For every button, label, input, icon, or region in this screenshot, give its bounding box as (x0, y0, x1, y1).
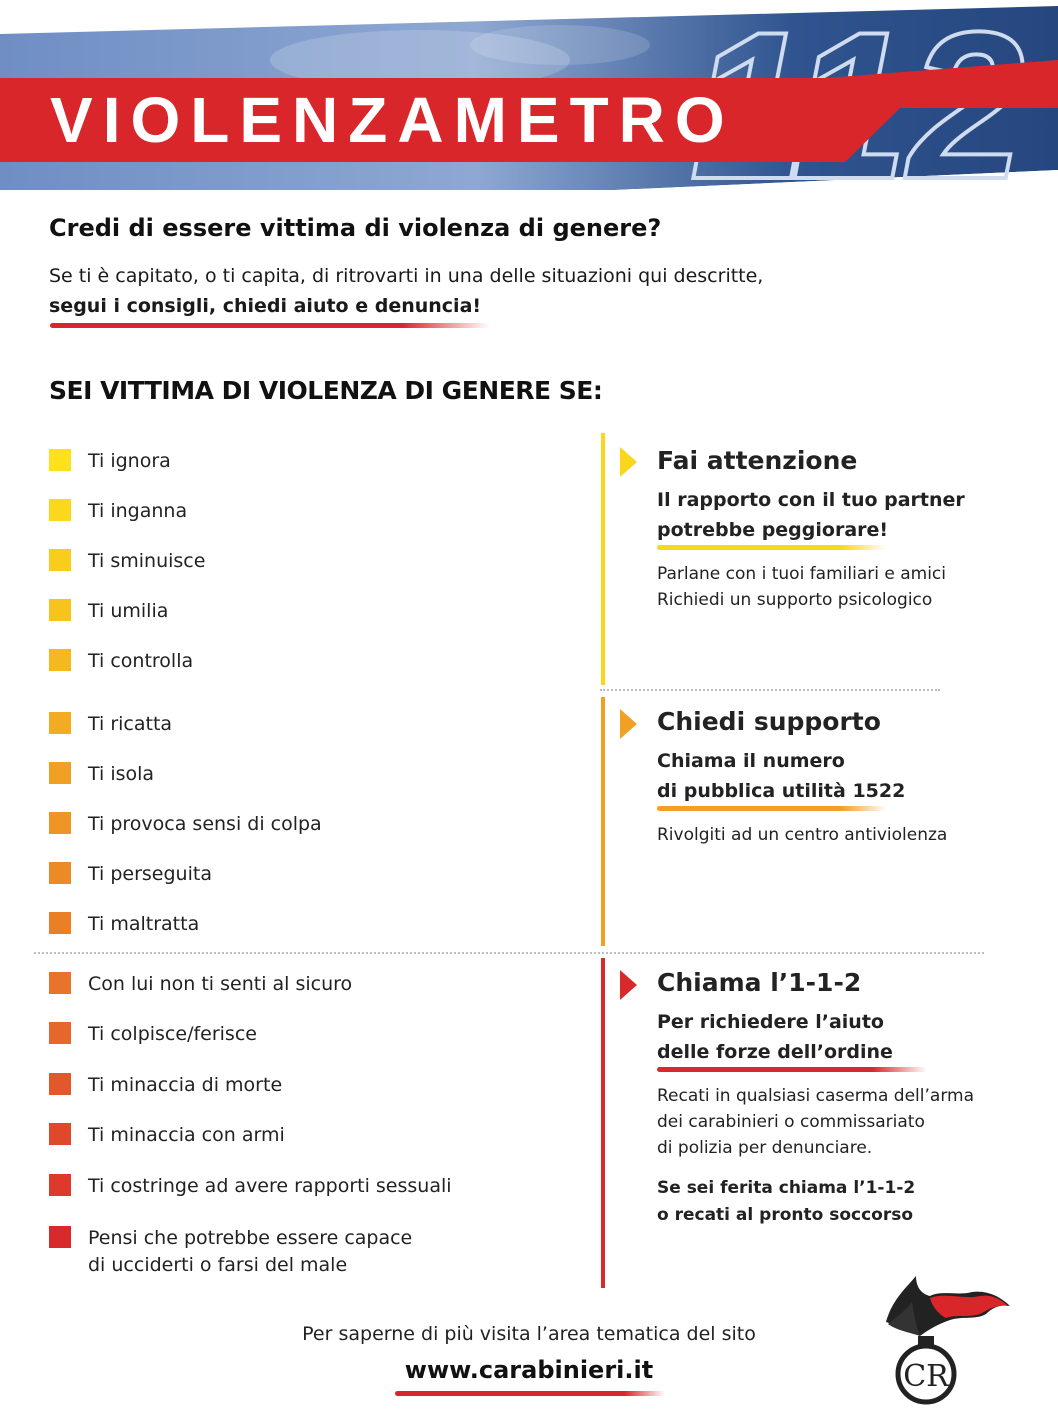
bullet-square (49, 712, 71, 734)
list-item: Ti minaccia di morte (49, 1072, 282, 1099)
advice-body: Parlane con i tuoi familiari e amici (657, 564, 946, 584)
advice-body: Richiedi un supporto psicologico (657, 590, 933, 610)
bullet-square (49, 549, 71, 571)
bullet-square (49, 599, 71, 621)
list-item: Ti colpisce/ferisce (49, 1021, 257, 1048)
section-title: SEI VITTIMA DI VIOLENZA DI GENERE SE: (49, 376, 603, 405)
advice-subline: Chiama il numero (657, 750, 845, 772)
list-item: Ti sminuisce (49, 548, 205, 575)
arrow-icon (620, 709, 637, 739)
list-item: Ti inganna (49, 498, 187, 525)
bullet-square (49, 1174, 71, 1196)
advice-heading: Chiedi supporto (657, 707, 881, 736)
yellow-brush-underline (657, 545, 887, 550)
bullet-square (49, 1123, 71, 1145)
advice-bold: o recati al pronto soccorso (657, 1205, 914, 1225)
advice-subline: Il rapporto con il tuo partner (657, 489, 965, 511)
list-item: Ti isola (49, 761, 154, 788)
intro-text (49, 261, 763, 321)
list-item: Ti provoca sensi di colpa (49, 811, 322, 838)
question-title: Credi di essere vittima di violenza di genere? (49, 214, 662, 242)
bullet-square (49, 972, 71, 994)
advice-body: Rivolgiti ad un centro antiviolenza (657, 825, 948, 845)
list-item: Ti ricatta (49, 711, 172, 738)
bullet-square (49, 1226, 71, 1248)
list-item: Ti umilia (49, 598, 168, 625)
bullet-square (49, 912, 71, 934)
intro-line-2: segui i consigli, chiedi aiuto e denuncia! (49, 295, 482, 317)
intro-line-1: Se ti è capitato, o ti capita, di ritrovarti in una delle situazioni qui descritte, (49, 265, 764, 287)
list-item: Con lui non ti senti al sicuro (49, 971, 352, 998)
list-item: Ti maltratta (49, 911, 199, 938)
advice-heading: Fai attenzione (657, 446, 858, 475)
advice-heading: Chiama l’1-1-2 (657, 968, 862, 997)
advice-subline: delle forze dell’ordine (657, 1041, 893, 1063)
list-item: Ti minaccia con armi (49, 1122, 285, 1149)
orange-brush-underline (657, 806, 887, 811)
bullet-square (49, 862, 71, 884)
bullet-square (49, 649, 71, 671)
website-link[interactable]: www.carabinieri.it (404, 1356, 654, 1384)
red-brush-underline (50, 323, 490, 328)
list-item: Ti ignora (49, 448, 171, 475)
banner-title: VIOLENZAMETRO (50, 84, 735, 156)
advice-subline: Per richiedere l’aiuto (657, 1011, 884, 1033)
carabinieri-logo (876, 1270, 1016, 1410)
red-brush-underline (395, 1391, 665, 1396)
arrow-icon (620, 970, 637, 1000)
bullet-square (49, 1022, 71, 1044)
advice-body: di polizia per denunciare. (657, 1138, 873, 1158)
advice-subline: di pubblica utilità 1522 (657, 780, 906, 802)
advice-body: dei carabinieri o commissariato (657, 1112, 925, 1132)
bullet-square (49, 449, 71, 471)
advice-body: Recati in qualsiasi caserma dell’arma (657, 1086, 974, 1106)
vertical-divider-orange (601, 697, 605, 946)
list-item: Ti costringe ad avere rapporti sessuali (49, 1173, 452, 1200)
vertical-divider-yellow (601, 433, 605, 685)
dotted-separator (34, 952, 984, 954)
bullet-square (49, 812, 71, 834)
advice-subline: potrebbe peggiorare! (657, 519, 889, 541)
bullet-square (49, 499, 71, 521)
bullet-square (49, 762, 71, 784)
bullet-square (49, 1073, 71, 1095)
red-brush-underline (657, 1067, 927, 1072)
list-item: Pensi che potrebbe essere capace di ucciderti o farsi del male (49, 1225, 412, 1279)
header-banner (0, 0, 1058, 190)
logo-monogram: CR (903, 1359, 949, 1394)
list-item: Ti controlla (49, 648, 193, 675)
list-item: Ti perseguita (49, 861, 212, 888)
arrow-icon (620, 447, 637, 477)
advice-bold: Se sei ferita chiama l’1-1-2 (657, 1178, 916, 1198)
footer-text: Per saperne di più visita l’area tematica del sito (302, 1323, 756, 1345)
dotted-separator (600, 689, 940, 691)
vertical-divider-red (601, 958, 605, 1288)
